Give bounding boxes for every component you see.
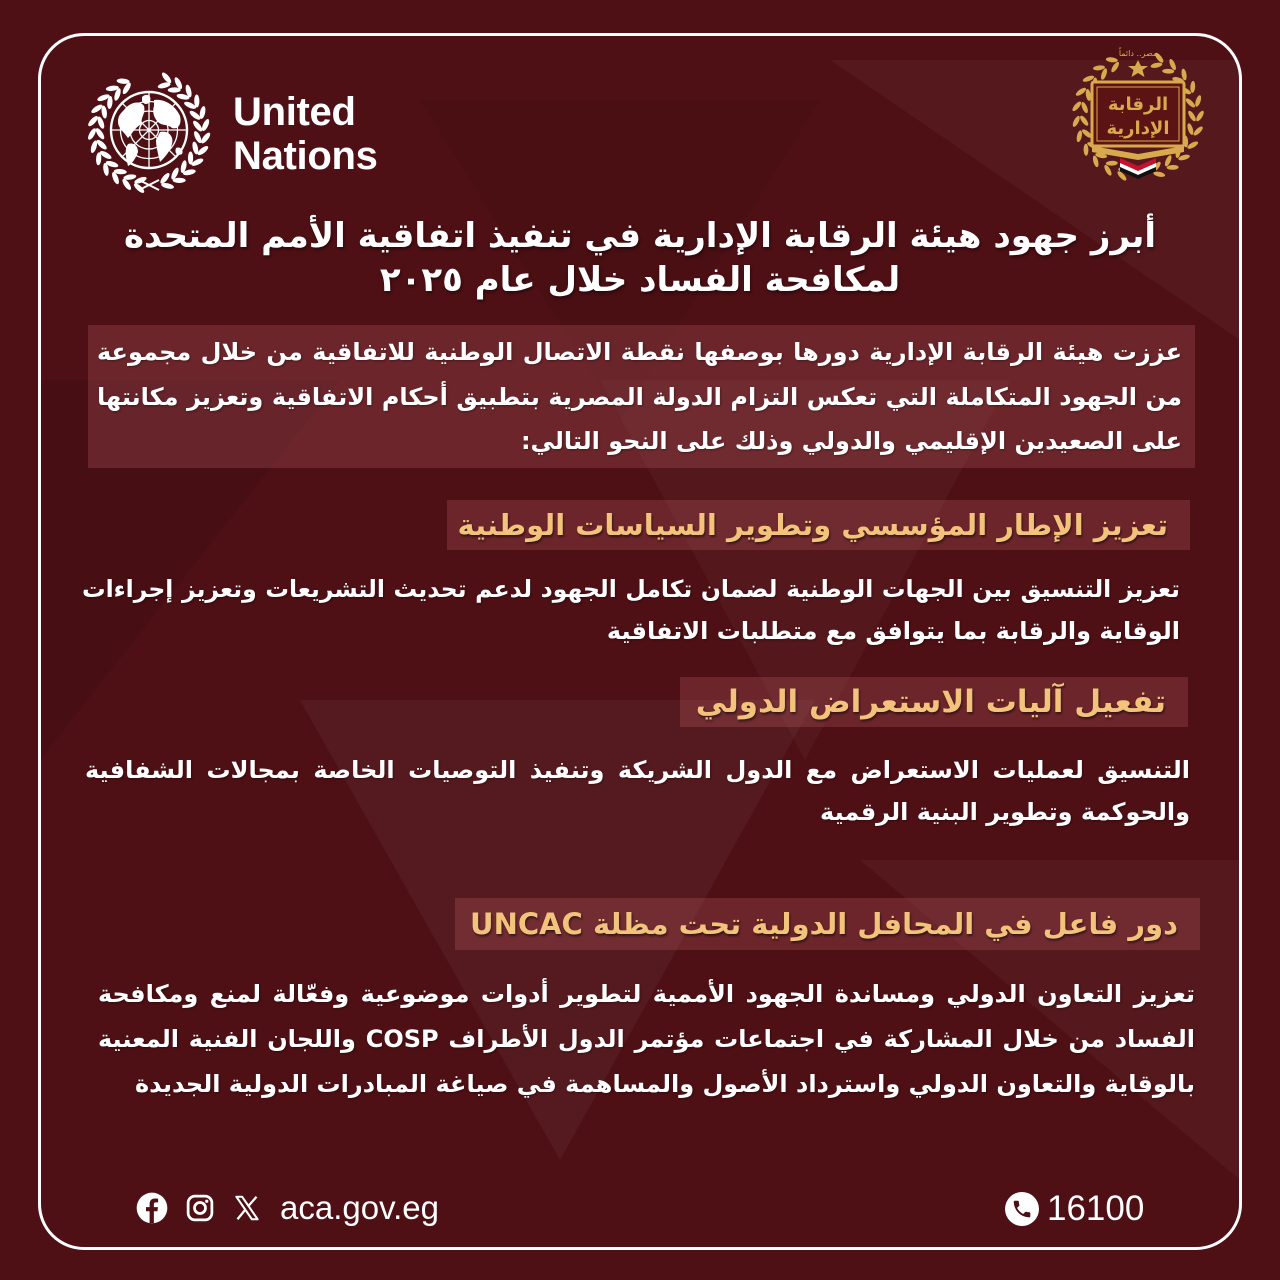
aca-emblem-name-line: الإدارية — [1106, 118, 1170, 139]
paragraph-line: تعزيز التعاون الدولي ومساندة الجهود الأممية لتطوير أدوات موضوعية وفعّالة لمنع ومكافحة — [98, 980, 1195, 1008]
laurel-leaf — [1162, 69, 1174, 74]
instagram-icon-dot — [205, 1200, 208, 1203]
phone-icon — [1004, 1191, 1040, 1227]
section-paragraph — [85, 749, 1190, 833]
laurel-leaf — [95, 138, 108, 151]
phone-icon-circle — [1005, 1192, 1039, 1226]
intro-paragraph — [97, 330, 1182, 464]
laurel-leaf — [1083, 144, 1088, 156]
instagram-icon[interactable] — [185, 1193, 215, 1223]
laurel-leaf — [192, 119, 204, 132]
laurel-leaf — [1186, 140, 1199, 150]
page-title — [90, 214, 1190, 302]
section-paragraph — [98, 972, 1195, 1107]
laurel-leaf — [1190, 81, 1196, 93]
laurel-leaf — [1075, 86, 1088, 97]
laurel-leaf — [1106, 161, 1118, 166]
paragraph-line: الفساد من خلال المشاركة في اجتماعات مؤتمر الدول الأطراف COSP واللجان الفنية المعنية — [98, 1025, 1196, 1053]
section-heading: تعزيز الإطار المؤسسي وتطوير السياسات الوطنية — [457, 508, 1168, 542]
un-wordmark-line: United — [233, 90, 356, 134]
laurel-leaf — [1194, 95, 1202, 108]
laurel-leaf — [1093, 65, 1105, 71]
title-line: لمكافحة الفساد خلال عام ٢٠٢٥ — [379, 260, 901, 300]
section-heading-panel — [680, 677, 1188, 727]
facebook-icon[interactable] — [136, 1192, 168, 1224]
laurel-leaf — [1192, 125, 1204, 137]
instagram-icon-lens — [195, 1203, 206, 1214]
laurel-leaf — [188, 151, 193, 164]
paragraph-line: تعزيز التنسيق بين الجهات الوطنية لضمان تكامل الجهود لدعم تحديث التشريعات وتعزيز إجراءات — [82, 575, 1180, 603]
section-heading-panel — [455, 898, 1200, 950]
un-wordmark-line: Nations — [233, 134, 378, 178]
laurel-leaf — [1167, 165, 1179, 170]
paragraph-line: بالوقاية والتعاون الدولي واسترداد الأصول والمساهمة في صياغة المبادرات الدولية الجديدة — [135, 1070, 1195, 1098]
title-line: أبرز جهود هيئة الرقابة الإدارية في تنفيذ اتفاقية الأمم المتحدة — [123, 216, 1157, 256]
laurel-leaf — [94, 127, 106, 141]
laurel-leaf — [1080, 101, 1089, 114]
x-icon-stroke — [249, 1197, 257, 1206]
un-wordmark — [233, 90, 378, 178]
intro-line: على الصعيدين الإقليمي والدولي وذلك على النحو التالي: — [520, 427, 1182, 455]
aca-emblem-tagline: مصر.. دائماً — [1118, 49, 1158, 58]
website-link[interactable]: aca.gov.eg — [280, 1189, 440, 1226]
laurel-leaf — [1195, 110, 1205, 123]
laurel-leaf — [1184, 97, 1196, 109]
laurel-leaf — [1187, 110, 1197, 123]
laurel-leaf — [1071, 115, 1081, 128]
x-icon-stroke — [238, 1210, 246, 1220]
paragraph-line: التنسيق لعمليات الاستعراض مع الدول الشريكة وتنفيذ التوصيات الخاصة بمجالات الشفافية — [85, 756, 1190, 784]
aca-emblem-name-line: الرقابة — [1107, 94, 1169, 115]
aca-emblem-icon — [1068, 46, 1208, 184]
laurel-leaf — [1071, 100, 1082, 112]
laurel-leaf — [1103, 164, 1113, 177]
laurel-leaf — [1110, 61, 1121, 74]
un-emblem-icon — [84, 70, 214, 200]
laurel-leaf — [1150, 62, 1163, 69]
section-heading-panel — [447, 500, 1190, 550]
laurel-leaf — [1153, 171, 1166, 178]
laurel-leaf — [173, 178, 186, 183]
continent-shape — [126, 143, 138, 166]
hotline-number[interactable]: 16100 — [1047, 1189, 1145, 1228]
paragraph-line: الوقاية والرقابة بما يتوافق مع متطلبات الاتفاقية — [606, 617, 1180, 645]
aca-emblem-star — [1128, 60, 1148, 77]
instagram-icon-frame — [188, 1196, 212, 1220]
section-paragraph — [82, 568, 1180, 652]
section-heading: دور فاعل في المحافل الدولية تحت مظلة UNCAC — [470, 907, 1178, 941]
laurel-leaf — [168, 87, 181, 92]
paragraph-line: والحوكمة وتطوير البنية الرقمية — [820, 798, 1190, 826]
intro-line: عززت هيئة الرقابة الإدارية دورها بوصفها نقطة الاتصال الوطنية للاتفاقية من خلال مجموعة — [97, 338, 1182, 366]
laurel-leaf — [200, 131, 212, 144]
intro-line: من الجهود المتكاملة التي تعكس التزام الدولة المصرية بتطبيق أحكام الاتفاقية وتعزيز مكانتها — [97, 382, 1182, 411]
section-heading: تفعيل آليات الاستعراض الدولي — [695, 684, 1166, 720]
laurel-leaf — [1076, 130, 1083, 143]
laurel-leaf — [1079, 114, 1090, 126]
laurel-leaf — [1106, 57, 1118, 63]
x-icon[interactable] — [232, 1193, 262, 1223]
laurel-leaf — [1186, 123, 1194, 136]
laurel-leaf — [87, 115, 100, 128]
